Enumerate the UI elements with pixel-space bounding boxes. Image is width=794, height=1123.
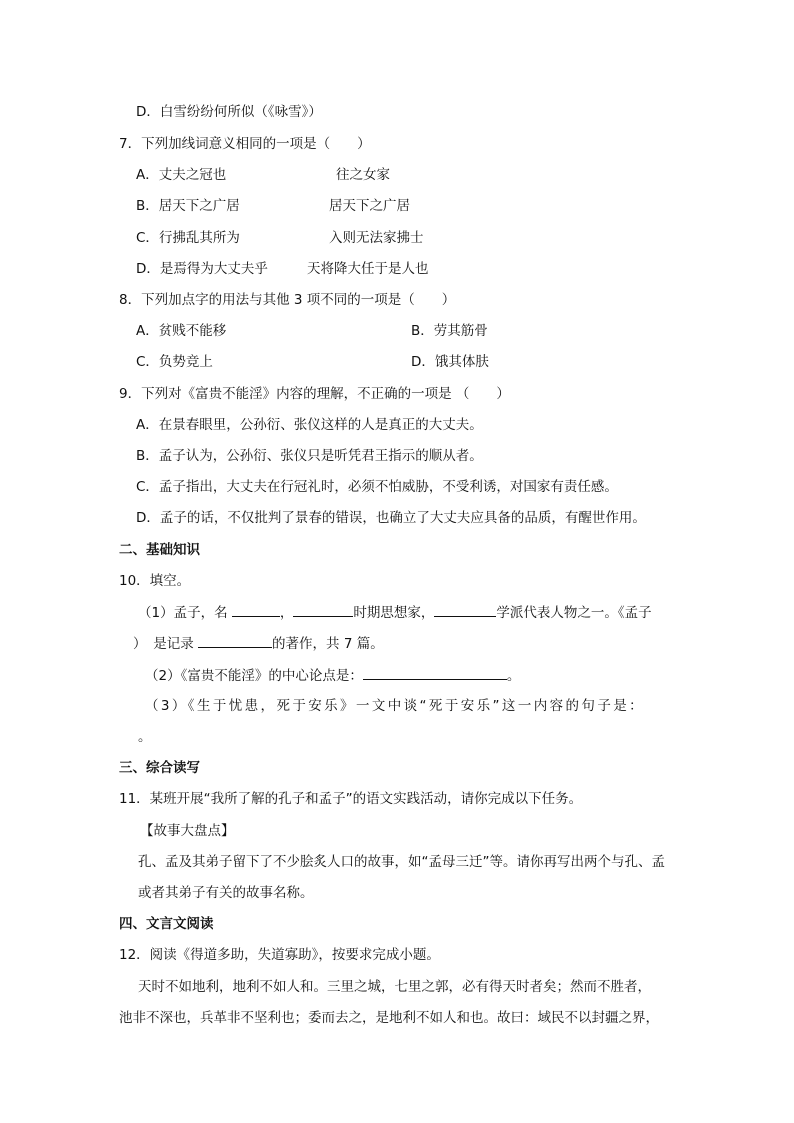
q10-blank-central-argument[interactable]	[363, 665, 507, 680]
q7-option-c-left: 行拂乱其所为	[158, 230, 240, 246]
q8-option-b[interactable]: B．劳其筋骨	[411, 323, 488, 339]
q10-part1-text-d: 学派代表人物之一。《孟子	[496, 605, 652, 621]
section-heading-classical-reading: 四、文言文阅读	[119, 916, 214, 932]
q10-part1-line2	[133, 633, 384, 654]
q9-option-c[interactable]: C．孟子指出，大丈夫在行冠礼时，必须不怕威胁，不受利诱，对国家有责任感。	[136, 479, 618, 495]
q10-stem: 10．填空。	[119, 573, 191, 589]
q11-subheading: 【故事大盘点】	[140, 823, 235, 839]
q11-stem: 11．某班开展“我所了解的孔子和孟子”的语文实践活动，请你完成以下任务。	[119, 791, 583, 807]
q11-task-text: 孔、孟及其弟子留下了不少脍炙人口的故事，如“孟母三迁”等。请你再写出两个与孔、孟或者其弟子有关的故事名称。	[138, 854, 665, 901]
q10-part1-text-e: ） 是记录	[133, 636, 194, 652]
q7-option-a-right: 往之女家	[336, 167, 390, 183]
q7-option-b[interactable]	[136, 196, 240, 216]
q7-option-c-label: C．	[136, 230, 159, 246]
q8-stem: 8．下列加点字的用法与其他 3 项不同的一项是（ ）	[119, 292, 456, 308]
q6-option-d: D．白雪纷纷何所似（《咏雪》）	[136, 104, 322, 120]
q10-part1-text-f: 的著作，共 7 篇。	[272, 636, 384, 652]
q10-part3-end[interactable]: 。	[138, 729, 152, 745]
q10-blank-name[interactable]	[232, 602, 280, 617]
q8-option-a[interactable]: A．贫贱不能移	[136, 323, 227, 339]
q10-part2-text-b: 。	[506, 668, 521, 684]
q12-passage-line2: 池非不深也，兵革非不坚利也；委而去之，是地利不如人和也。故曰：域民不以封疆之界，	[119, 1010, 659, 1026]
q10-part1-line1	[138, 602, 652, 623]
q8-option-c[interactable]: C．负势竞上	[136, 354, 213, 370]
q7-option-d-label: D．	[136, 261, 160, 277]
q8-option-d[interactable]: D．饿其体肤	[411, 354, 489, 370]
q10-blank-period[interactable]	[293, 602, 353, 617]
q7-option-a-left: 丈夫之冠也	[158, 167, 227, 183]
q7-option-d-left: 是焉得为大丈夫乎	[159, 261, 268, 277]
q7-option-a[interactable]	[136, 165, 226, 185]
q7-option-c-right: 入则无法家拂士	[329, 230, 424, 246]
q9-option-d[interactable]: D．孟子的话，不仅批判了景春的错误，也确立了大丈夫应具备的品质，有醒世作用。	[136, 510, 646, 526]
q7-stem: 7．下列加线词意义相同的一项是（ ）	[119, 136, 371, 152]
q10-part2	[145, 665, 520, 686]
q7-option-d[interactable]	[136, 259, 268, 279]
q10-blank-record[interactable]	[198, 633, 272, 648]
q10-part1-text-c: 时期思想家，	[353, 605, 435, 621]
q10-part1-text-a: （1）孟子，名	[138, 605, 228, 621]
q7-option-d-right: 天将降大任于是人也	[307, 261, 429, 277]
q10-part3: （3）《生于忧患，死于安乐》一文中谈“死于安乐”这一内容的句子是：	[145, 698, 646, 714]
q9-stem: 9．下列对《富贵不能淫》内容的理解，不正确的一项是 （ ）	[119, 386, 510, 402]
q10-blank-school[interactable]	[434, 602, 496, 617]
q12-stem: 12．阅读《得道多助，失道寡助》，按要求完成小题。	[119, 947, 440, 963]
q7-option-a-label: A．	[136, 167, 159, 183]
q7-option-b-right: 居天下之广居	[329, 198, 410, 214]
section-heading-integrated-writing: 三、综合读写	[119, 760, 200, 776]
q7-option-c[interactable]	[136, 228, 240, 248]
q10-part1-text-b: ，	[279, 605, 294, 621]
q10-part2-text-a: （2）《富贵不能淫》的中心论点是：	[145, 668, 363, 684]
q9-option-a[interactable]: A．在景春眼里，公孙衍、张仪这样的人是真正的大丈夫。	[136, 417, 483, 433]
q12-passage-line1: 天时不如地利，地利不如人和。三里之城，七里之郭，必有得天时者矣；然而不胜者，	[138, 979, 651, 995]
section-heading-basic-knowledge: 二、基础知识	[119, 542, 200, 558]
q7-option-b-label: B．	[136, 198, 159, 214]
q7-option-b-left: 居天下之广居	[158, 198, 240, 214]
q9-option-b[interactable]: B．孟子认为，公孙衍、张仪只是听凭君王指示的顺从者。	[136, 448, 483, 464]
